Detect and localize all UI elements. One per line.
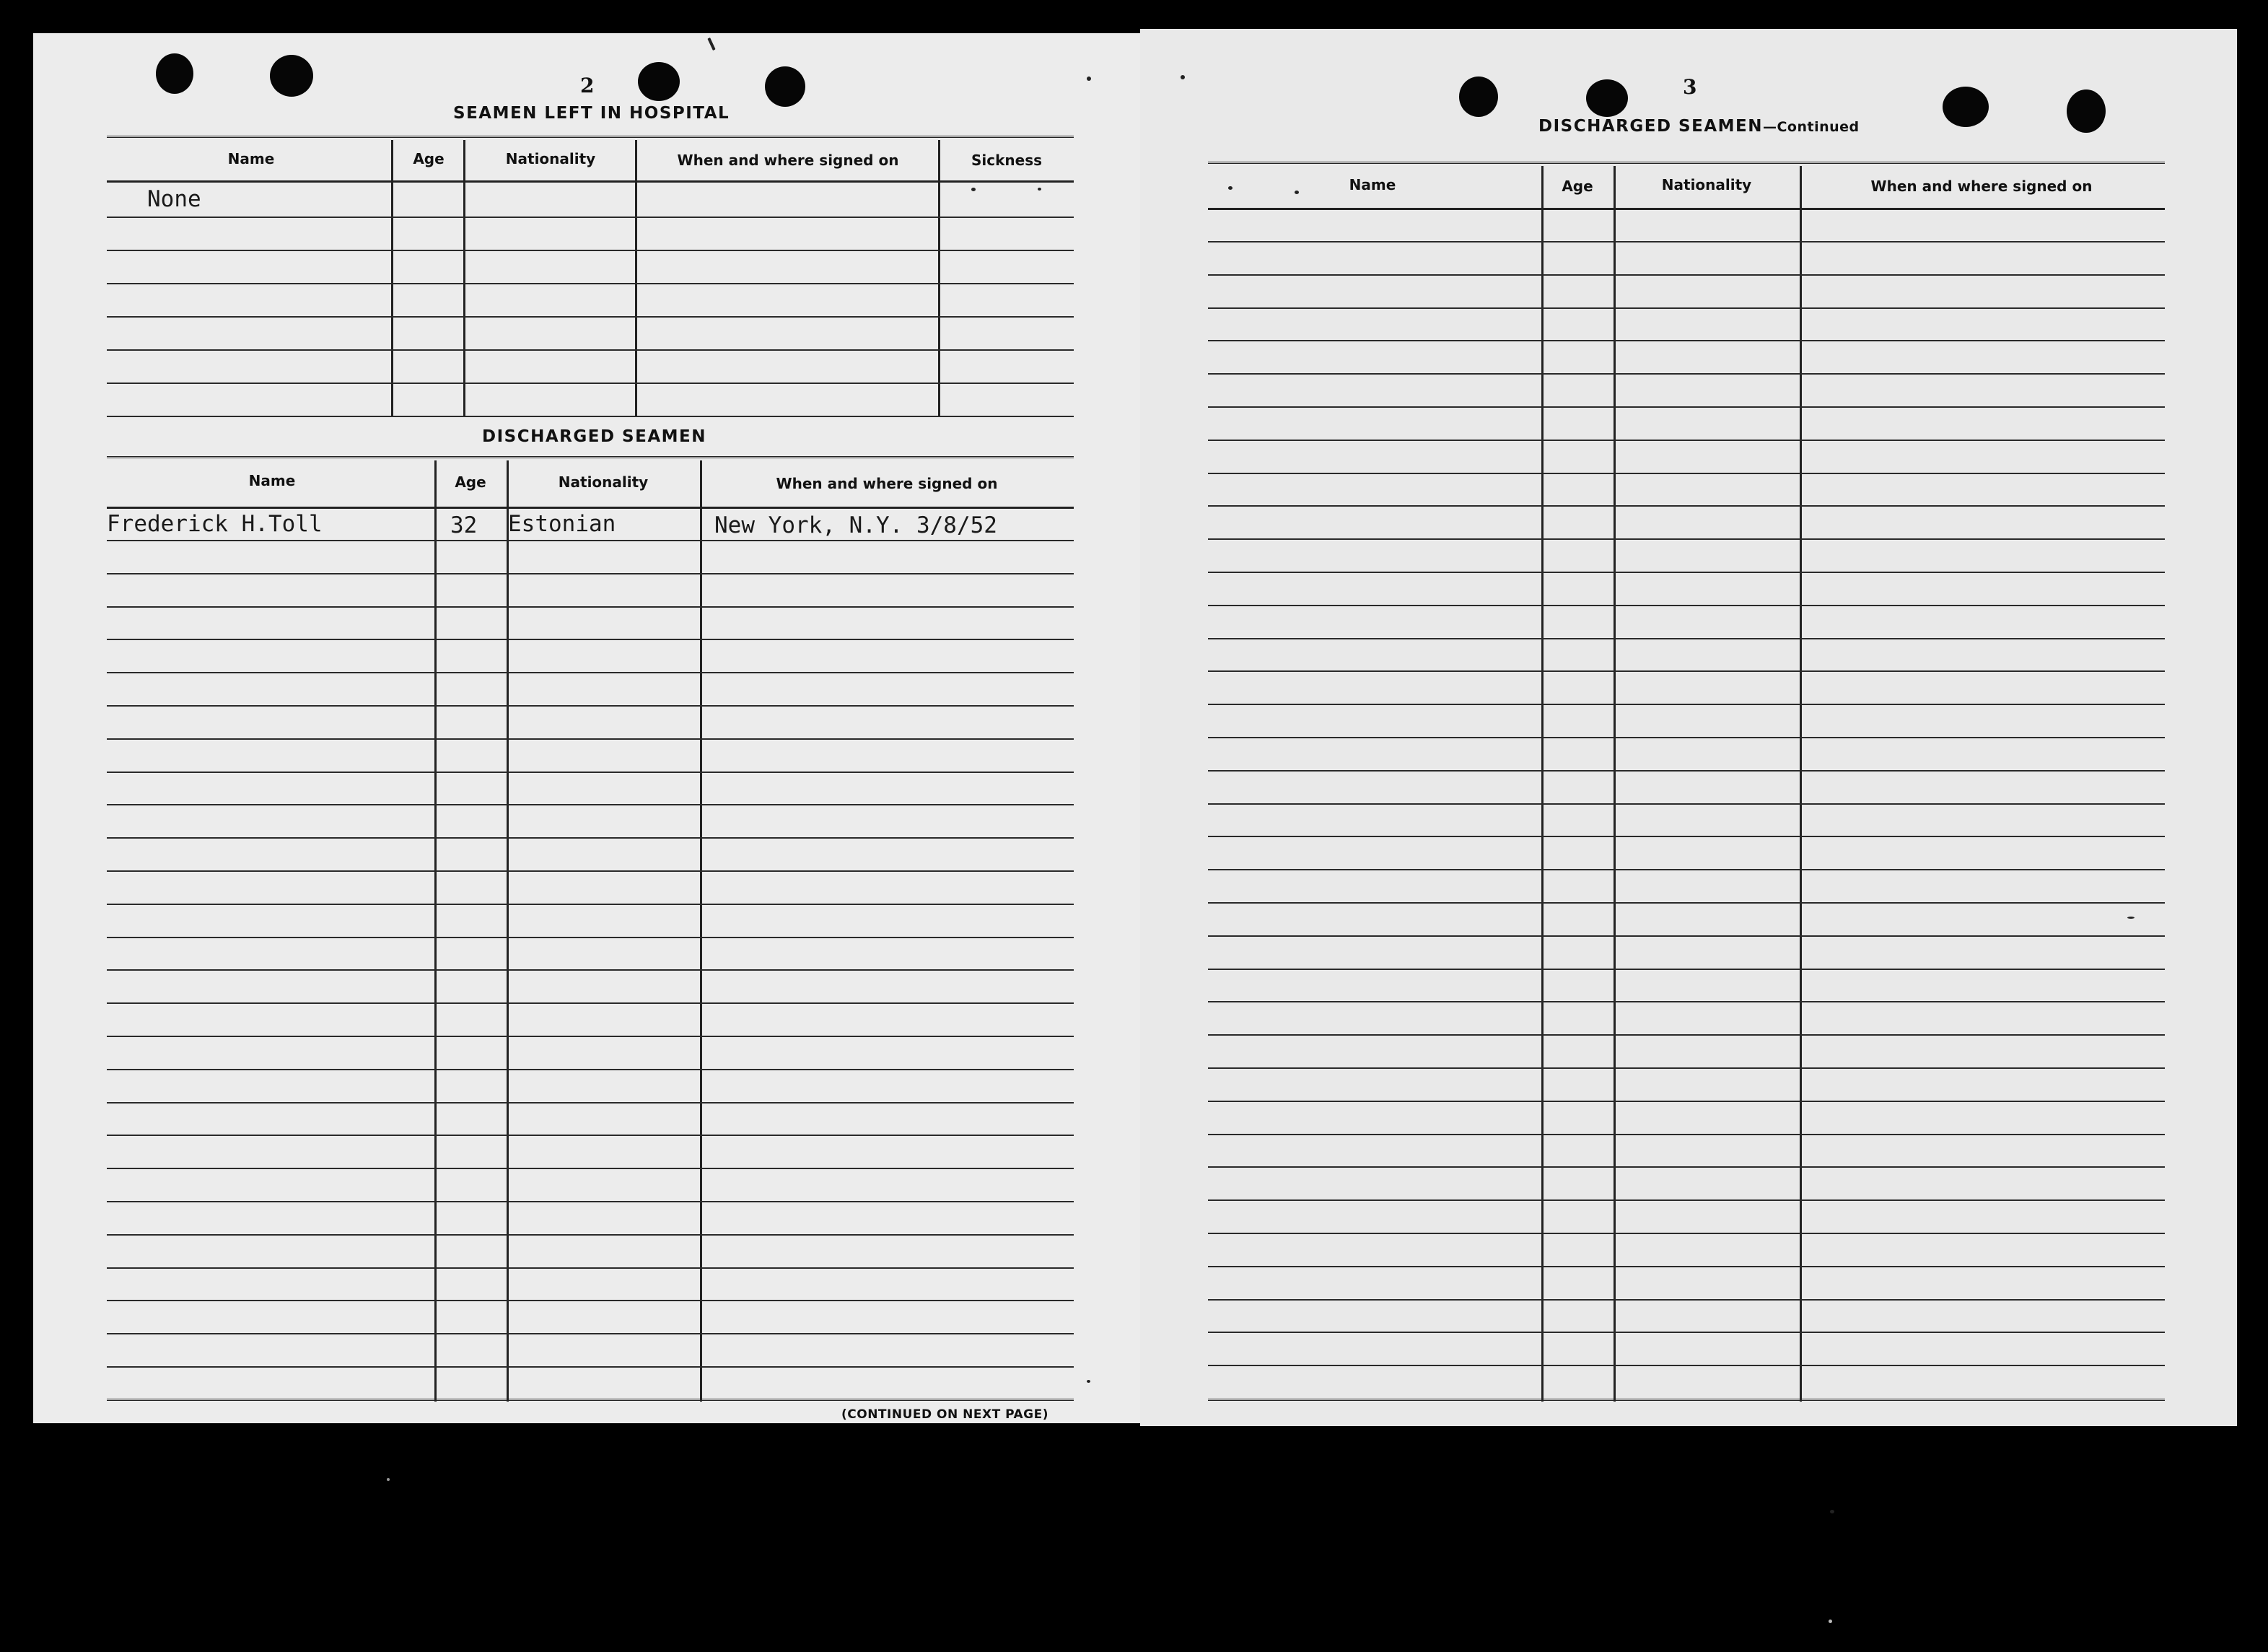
row-line: [1208, 1365, 2165, 1366]
hospital-section-title: SEAMEN LEFT IN HOSPITAL: [453, 104, 730, 123]
row-line: [1208, 473, 2165, 474]
row-line: [107, 738, 1074, 740]
row-line: [1208, 1332, 2165, 1333]
row-line: [107, 1267, 1074, 1269]
row-line: [1208, 1199, 2165, 1201]
row-line: [1208, 406, 2165, 408]
row-line: [1208, 704, 2165, 705]
row-line: [1208, 572, 2165, 573]
column-header-name: Name: [1349, 176, 1396, 193]
row-line: [1208, 638, 2165, 639]
row-line: [1208, 1067, 2165, 1069]
row-line: [107, 1300, 1074, 1301]
row-line: [1208, 538, 2165, 540]
row-line: [107, 349, 1074, 351]
column-divider: [434, 460, 437, 1402]
row-line: [107, 540, 1074, 541]
discharged-continued-title: [1538, 117, 1860, 136]
row-line: [107, 383, 1074, 384]
row-line: [107, 250, 1074, 251]
row-line: [1208, 869, 2165, 870]
title-suffix: —Continued: [1762, 119, 1860, 135]
discharged-entry-signed-on: New York, N.Y. 3/8/52: [714, 512, 997, 538]
column-divider: [938, 140, 940, 416]
speck: [387, 1478, 390, 1481]
column-divider: [1800, 166, 1802, 1402]
header-rule: [107, 180, 1074, 183]
column-divider: [1614, 166, 1616, 1402]
row-line: [107, 1333, 1074, 1334]
punch-hole: [765, 66, 805, 107]
row-line: [107, 283, 1074, 284]
punch-hole: [1586, 79, 1628, 117]
speck: [1038, 188, 1041, 191]
punch-hole: [1943, 87, 1989, 127]
row-line: [1208, 605, 2165, 606]
punch-hole: [156, 53, 193, 94]
title-main: DISCHARGED SEAMEN: [1538, 117, 1763, 136]
column-divider: [700, 460, 702, 1402]
row-line: [1208, 770, 2165, 772]
column-divider: [635, 140, 637, 416]
row-line: [107, 316, 1074, 318]
column-header-nationality: Nationality: [558, 473, 649, 491]
column-header-name: Name: [248, 472, 296, 489]
row-line: [1208, 1233, 2165, 1234]
row-line: [107, 1234, 1074, 1236]
column-header-age: Age: [413, 150, 445, 167]
row-line: [107, 672, 1074, 673]
row-line: [1208, 803, 2165, 805]
column-header-name: Name: [227, 150, 275, 167]
row-line: [1208, 1001, 2165, 1002]
row-line: [1208, 274, 2165, 276]
row-line: [107, 1002, 1074, 1004]
row-line: [1208, 505, 2165, 507]
row-line: [1208, 935, 2165, 937]
row-line: [107, 1168, 1074, 1169]
row-line: [107, 1201, 1074, 1202]
continued-note: (CONTINUED ON NEXT PAGE): [841, 1407, 1048, 1422]
column-header-signed-on: When and where signed on: [677, 152, 899, 169]
row-line: [1208, 340, 2165, 341]
row-line: [107, 1036, 1074, 1037]
table-bottom-rule: [1208, 1399, 2165, 1404]
discharged-entry-name: Frederick H.Toll: [107, 511, 323, 537]
row-line: [1208, 1034, 2165, 1036]
row-line: [1208, 737, 2165, 738]
punch-hole: [1459, 77, 1498, 117]
right-page: [1140, 29, 2237, 1426]
speck: [971, 188, 976, 191]
row-line: [1208, 440, 2165, 441]
discharged-entry-age: 32: [450, 512, 478, 538]
row-line: [1208, 373, 2165, 375]
speck: [1829, 1620, 1832, 1623]
column-header-nationality: Nationality: [1661, 176, 1752, 193]
row-line: [107, 416, 1074, 417]
page-number: 2: [580, 74, 595, 97]
row-line: [1208, 307, 2165, 309]
row-line: [1208, 969, 2165, 970]
row-line: [1208, 670, 2165, 672]
row-line: [107, 573, 1074, 574]
speck: [1830, 1510, 1834, 1513]
table-top-rule: [1208, 162, 2165, 167]
table-bottom-rule: [107, 1399, 1074, 1404]
row-line: [1208, 1166, 2165, 1168]
speck: [1295, 191, 1299, 194]
column-header-nationality: Nationality: [505, 150, 596, 167]
column-header-sickness: Sickness: [971, 152, 1043, 169]
row-line: [107, 705, 1074, 707]
column-divider: [1541, 166, 1544, 1402]
row-line: [107, 772, 1074, 773]
speck: [1228, 186, 1232, 190]
punch-hole: [2067, 89, 2106, 133]
column-header-age: Age: [455, 473, 486, 491]
row-line: [1208, 1134, 2165, 1135]
speck: [1087, 77, 1091, 81]
row-line: [107, 969, 1074, 971]
row-line: [1208, 241, 2165, 242]
row-line: [107, 837, 1074, 839]
column-header-age: Age: [1562, 178, 1593, 195]
hospital-entry-name: None: [147, 186, 201, 212]
row-line: [1208, 1101, 2165, 1102]
row-line: [107, 904, 1074, 905]
row-line: [1208, 1299, 2165, 1301]
header-rule: [1208, 208, 2165, 210]
page-number: 3: [1683, 75, 1697, 99]
row-line: [107, 1102, 1074, 1103]
row-line: [107, 217, 1074, 218]
row-line: [1208, 836, 2165, 837]
row-line: [107, 639, 1074, 640]
column-header-signed-on: When and where signed on: [776, 475, 998, 492]
left-page: [33, 33, 1140, 1423]
row-line: [107, 1366, 1074, 1368]
row-line: [107, 1069, 1074, 1070]
speck: [2127, 917, 2135, 919]
row-line: [107, 870, 1074, 872]
row-line: [107, 1135, 1074, 1136]
speck: [707, 38, 715, 51]
row-line: [107, 937, 1074, 938]
row-line: [107, 804, 1074, 805]
discharged-section-title: DISCHARGED SEAMEN: [482, 427, 706, 446]
column-header-signed-on: When and where signed on: [1870, 178, 2093, 195]
table-top-rule: [107, 136, 1074, 141]
column-divider: [391, 140, 393, 416]
header-rule: [107, 507, 1074, 509]
punch-hole: [638, 62, 680, 101]
row-line: [1208, 902, 2165, 904]
discharged-entry-nationality: Estonian: [508, 511, 616, 537]
row-line: [1208, 1266, 2165, 1267]
column-divider: [463, 140, 465, 416]
column-divider: [507, 460, 509, 1402]
speck: [1087, 1380, 1090, 1383]
punch-hole: [270, 55, 313, 97]
row-line: [107, 606, 1074, 608]
table-top-rule: [107, 456, 1074, 461]
speck: [1181, 75, 1185, 79]
